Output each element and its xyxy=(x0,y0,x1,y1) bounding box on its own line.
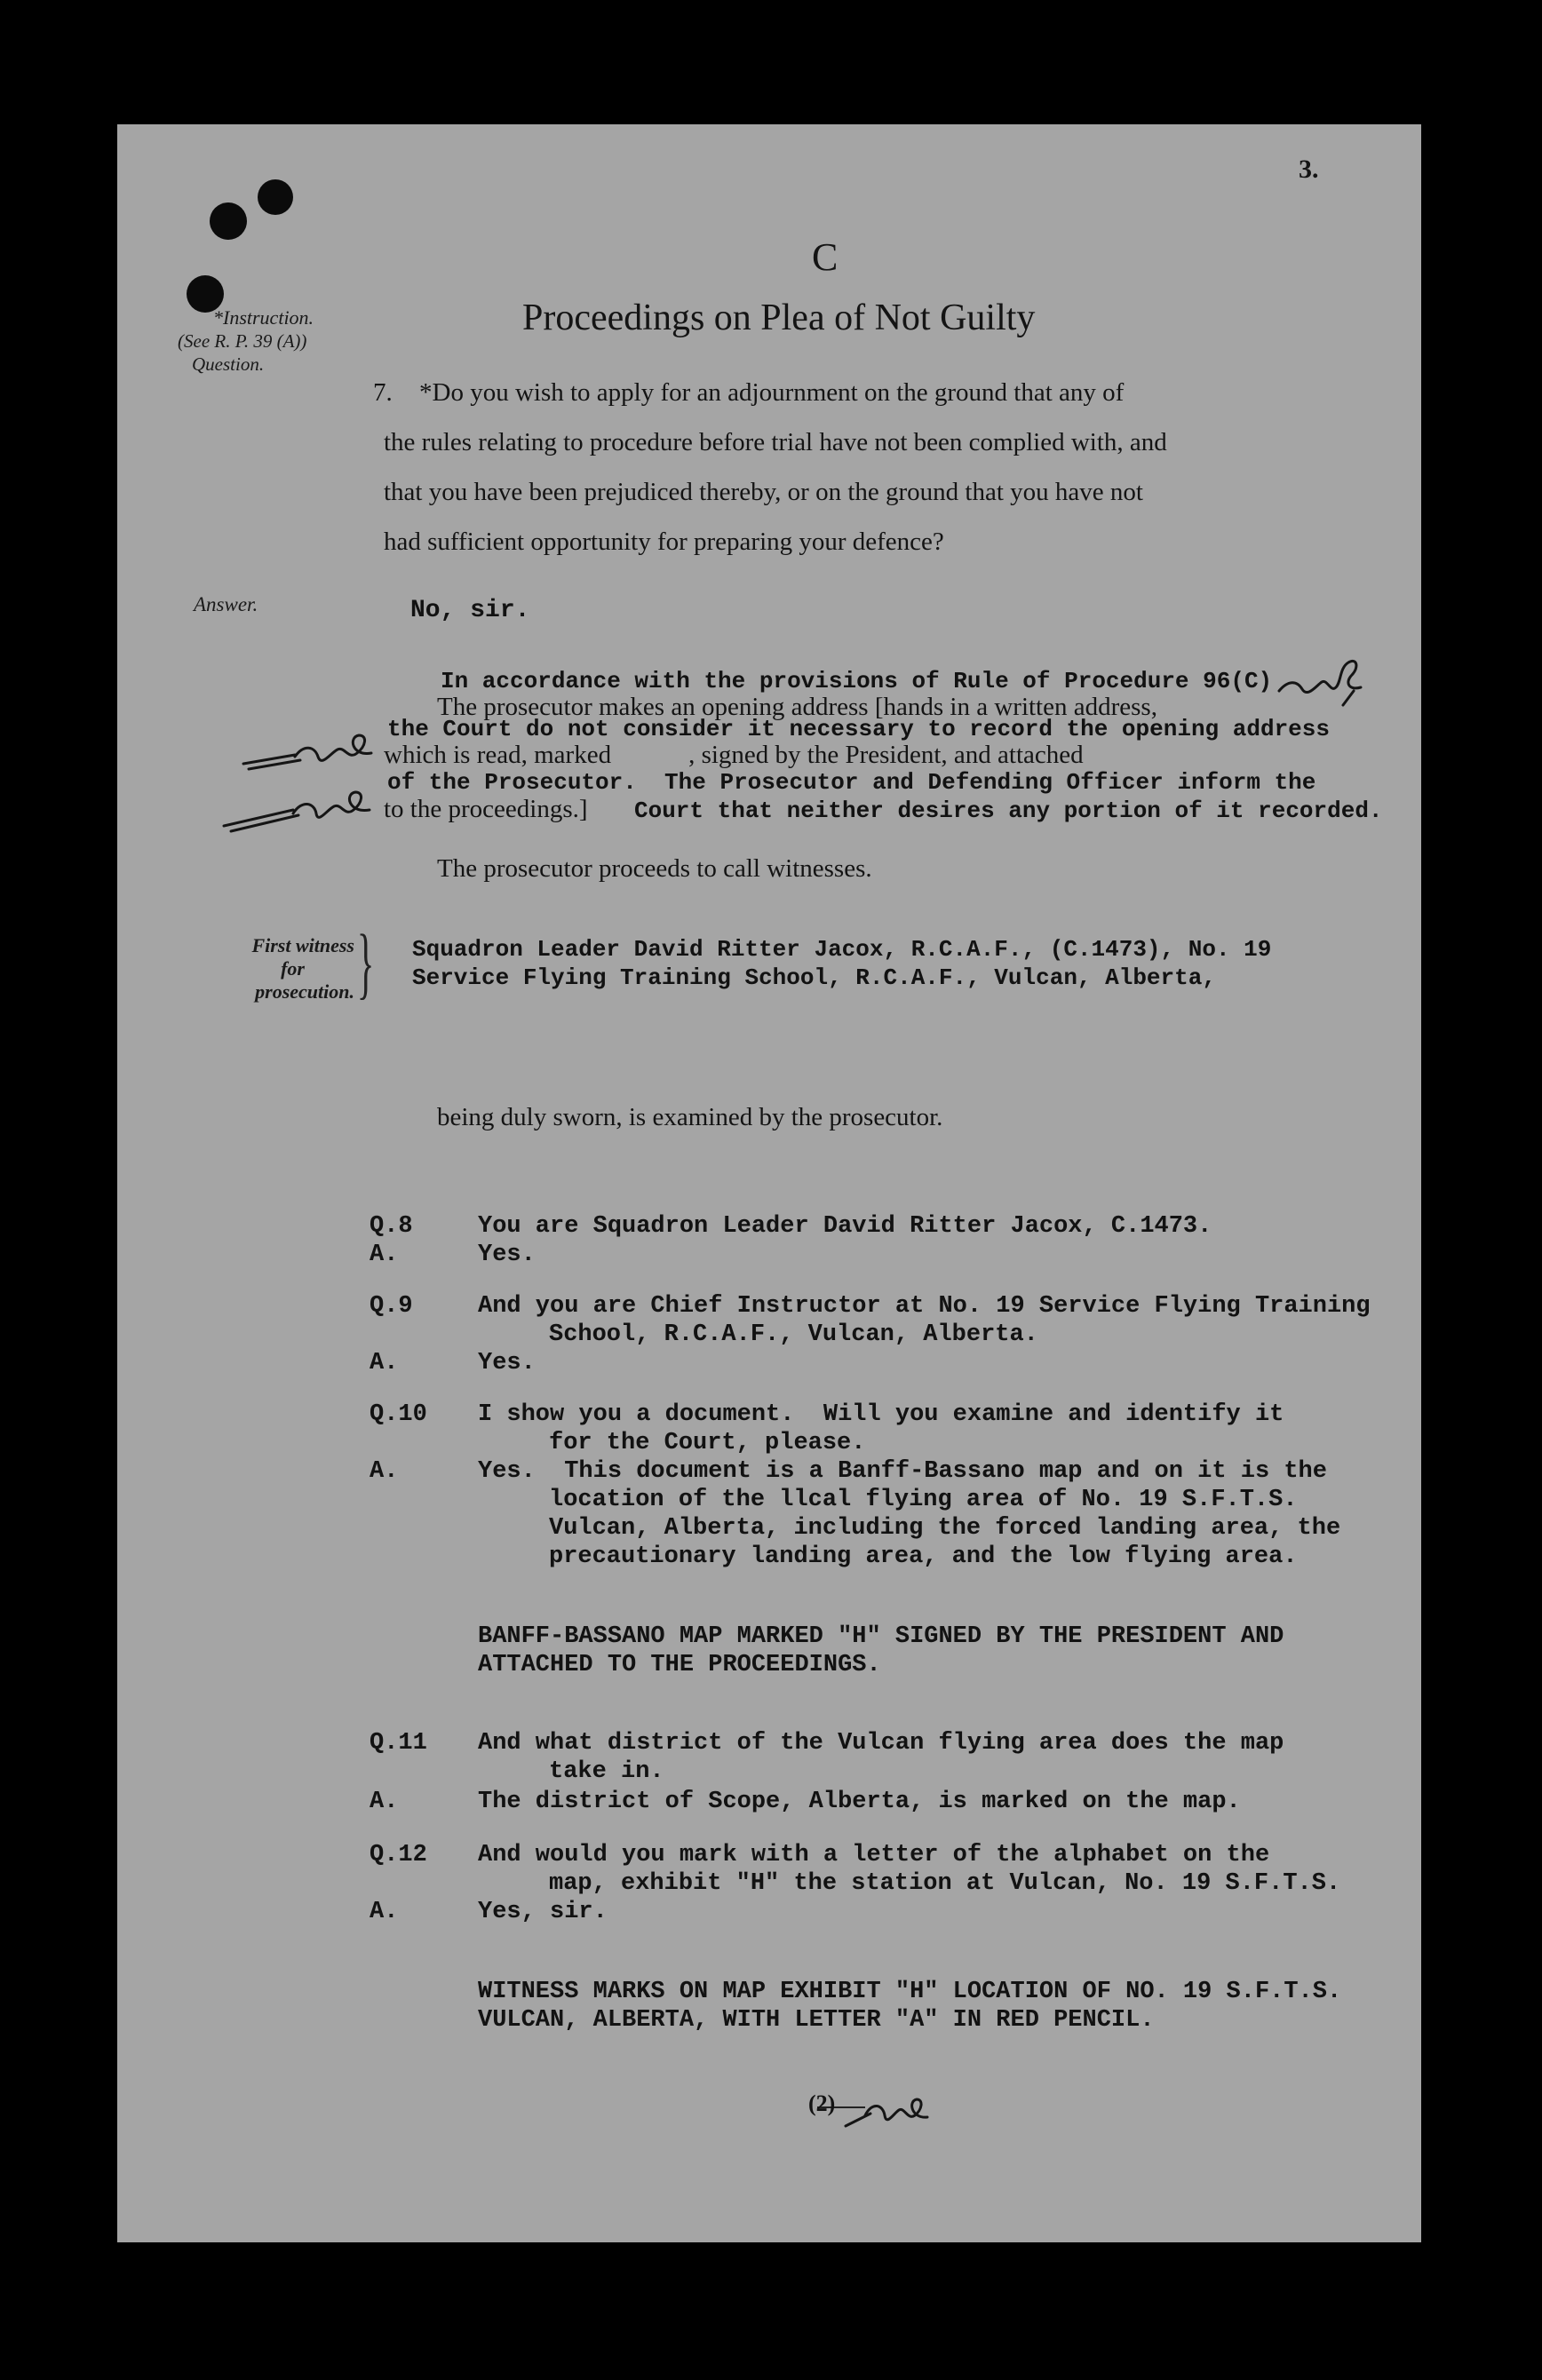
opening-printed-1: The prosecutor makes an opening address [hands in a written address, xyxy=(437,693,1157,721)
a8-label: A. xyxy=(370,1242,399,1268)
margin-reference: (See R. P. 39 (A)) xyxy=(178,330,307,352)
sworn-statement: being duly sworn, is examined by the prosecutor. xyxy=(437,1103,943,1131)
a10-text-4: precautionary landing area, and the low flying area. xyxy=(549,1543,1298,1570)
q8-text: You are Squadron Leader David Ritter Jacox, C.1473. xyxy=(478,1213,1212,1240)
margin-instruction: *Instruction. xyxy=(213,306,314,329)
exhibit-note-2a: WITNESS MARKS ON MAP EXHIBIT "H" LOCATION OF NO. 19 S.F.T.S. xyxy=(478,1979,1342,2005)
q10-label: Q.10 xyxy=(370,1401,427,1428)
a9-label: A. xyxy=(370,1350,399,1376)
punch-hole xyxy=(210,202,247,240)
page-number: 3. xyxy=(1299,155,1319,184)
exhibit-note-1b: ATTACHED TO THE PROCEEDINGS. xyxy=(478,1652,881,1678)
a10-text-1: Yes. This document is a Banff-Bassano map and on it is the xyxy=(478,1458,1327,1485)
q9-label: Q.9 xyxy=(370,1293,413,1320)
section-letter: C xyxy=(812,235,839,279)
call-witnesses: The prosecutor proceeds to call witnesses. xyxy=(437,854,872,883)
footer-initials xyxy=(844,2092,929,2133)
a11-text: The district of Scope, Alberta, is marked on the map. xyxy=(478,1789,1241,1815)
exhibit-note-2b: VULCAN, ALBERTA, WITH LETTER "A" IN RED PENCIL. xyxy=(478,2007,1155,2034)
a10-label: A. xyxy=(370,1458,399,1485)
margin-answer: Answer. xyxy=(194,593,258,615)
opening-typed-1: In accordance with the provisions of Rule of Procedure 96(C) xyxy=(441,668,1273,694)
a9-text: Yes. xyxy=(478,1350,536,1376)
initials-signature xyxy=(242,726,375,780)
q11-text-2: take in. xyxy=(549,1758,664,1785)
a12-label: A. xyxy=(370,1899,399,1925)
a8-text: Yes. xyxy=(478,1242,536,1268)
opening-typed-4: Court that neither desires any portion of it recorded. xyxy=(634,797,1383,824)
a10-text-2: location of the llcal flying area of No. 19 S.F.T.S. xyxy=(549,1487,1298,1513)
question-7-answer: No, sir. xyxy=(410,597,530,624)
witness-line-2: Service Flying Training School, R.C.A.F., Vulcan, Alberta, xyxy=(412,964,1216,991)
a12-text: Yes, sir. xyxy=(478,1899,608,1925)
question-7-number: 7. xyxy=(373,378,393,407)
margin-first-witness: First witness for prosecution. xyxy=(251,934,354,1003)
exhibit-note-1a: BANFF-BASSANO MAP MARKED "H" SIGNED BY THE PRESIDENT AND xyxy=(478,1623,1284,1650)
q9-text-1: And you are Chief Instructor at No. 19 Service Flying Training xyxy=(478,1293,1371,1320)
opening-typed-2: the Court do not consider it necessary to record the opening address xyxy=(387,716,1330,742)
q8-label: Q.8 xyxy=(370,1213,413,1240)
opening-printed-2: which is read, marked , signed by the President, and attached xyxy=(384,741,1084,769)
witness-line-1: Squadron Leader David Ritter Jacox, R.C.A.F., (C.1473), No. 19 xyxy=(412,936,1272,963)
footer-page-number: (2) xyxy=(808,2090,836,2116)
initials-signature xyxy=(222,783,373,837)
q10-text-1: I show you a document. Will you examine and identify it xyxy=(478,1401,1284,1428)
q11-text-1: And what district of the Vulcan flying area does the map xyxy=(478,1730,1284,1757)
initials-signature xyxy=(1277,655,1366,709)
a11-label: A. xyxy=(370,1789,399,1815)
q12-label: Q.12 xyxy=(370,1842,427,1868)
a10-text-3: Vulcan, Alberta, including the forced landing area, the xyxy=(549,1515,1341,1542)
q9-text-2: School, R.C.A.F., Vulcan, Alberta. xyxy=(549,1321,1038,1348)
document-page xyxy=(117,124,1421,2242)
margin-question: Question. xyxy=(192,353,265,375)
opening-typed-3: of the Prosecutor. The Prosecutor and Defending Officer inform the xyxy=(387,769,1316,796)
opening-printed-3: to the proceedings.] xyxy=(384,795,588,823)
q12-text-2: map, exhibit "H" the station at Vulcan, No. 19 S.F.T.S. xyxy=(549,1870,1341,1897)
punch-hole xyxy=(258,179,293,215)
q11-label: Q.11 xyxy=(370,1730,427,1757)
q12-text-1: And would you mark with a letter of the alphabet on the xyxy=(478,1842,1270,1868)
q10-text-2: for the Court, please. xyxy=(549,1430,866,1456)
witness-brace: } xyxy=(356,919,375,1007)
page-title: Proceedings on Plea of Not Guilty xyxy=(522,298,1036,338)
question-7: *Do you wish to apply for an adjournment on the ground that any of the rules relating to procedure before trial have not been complied with, and that you have been prejudiced thereby, or on the ground that you have not had sufficient opportunity for preparing your defence? xyxy=(384,378,1167,556)
